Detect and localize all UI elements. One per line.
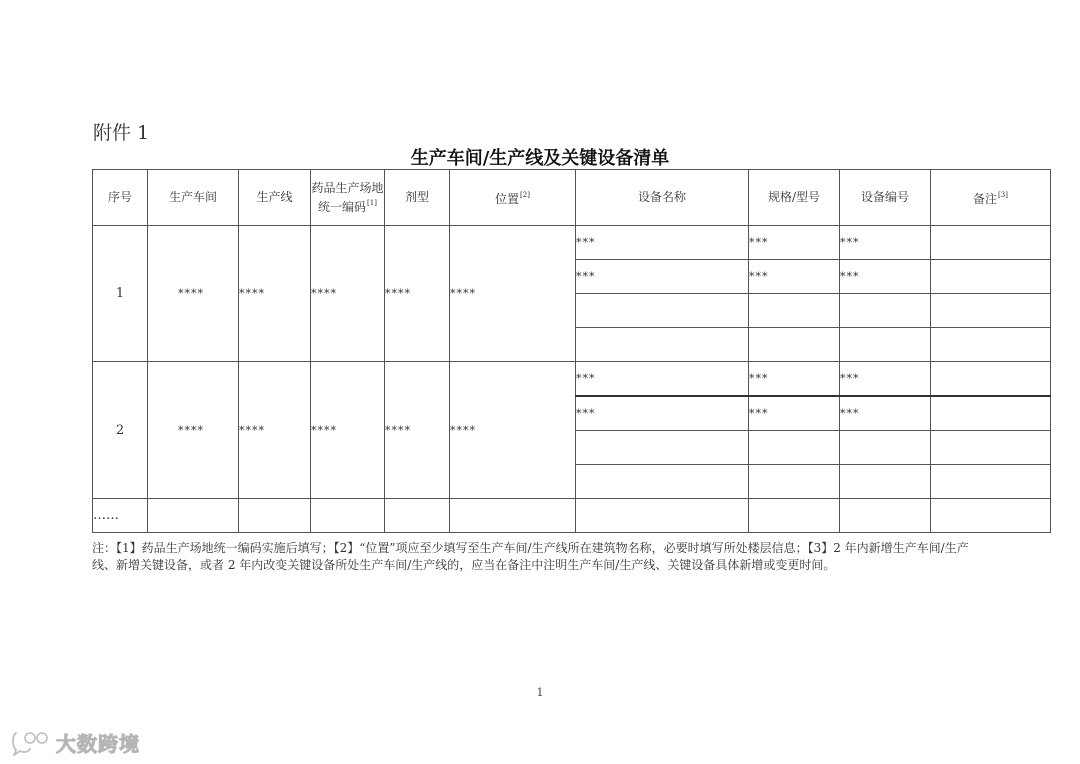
document-title: 生产车间/生产线及关键设备清单	[410, 148, 670, 169]
group-workshop: ****	[148, 362, 239, 499]
header-site-code-label: 药品生产场地统一编码	[311, 180, 384, 214]
equipment-name-cell	[576, 328, 749, 362]
table-header-row	[93, 170, 1051, 226]
page-number: 1	[536, 686, 544, 699]
header-remarks	[931, 170, 1051, 226]
watermark	[10, 728, 140, 757]
empty-cell	[576, 499, 749, 533]
empty-cell	[239, 499, 311, 533]
equipment-name-cell: ***	[576, 362, 749, 397]
spec-model-cell	[749, 294, 840, 328]
remarks-cell	[931, 431, 1051, 465]
spec-model-cell: ***	[749, 362, 840, 397]
equipment-name-cell: ***	[576, 226, 749, 260]
empty-cell	[840, 499, 931, 533]
table-row	[93, 226, 1051, 260]
header-line: 生产线	[239, 170, 311, 226]
chat-bubbles-logo-icon	[10, 730, 52, 756]
table-row	[93, 362, 1051, 397]
attachment-label: 附件 1	[93, 122, 150, 144]
ellipsis-cell: ……	[93, 499, 148, 533]
table-footnote: 注：【1】药品生产场地统一编码实施后填写；【2】“位置”项应至少填写至生产车间/生产线所在建筑物名称，必要时填写所处楼层信息；【3】2 年内新增生产车间/生产线、新增关键设备，或者 2 年内改变关键设备所处生产车间/生产线的，应当在备注中注明生产车间/生产线、关键设备具体新增或变更时间。	[92, 541, 969, 572]
equipment-no-cell: ***	[840, 362, 931, 397]
header-remarks-note: [3]	[998, 191, 1008, 199]
header-site-code-note: [1]	[367, 198, 377, 207]
equipment-no-cell	[840, 465, 931, 499]
spec-model-cell	[749, 328, 840, 362]
header-location-note: [2]	[520, 191, 530, 199]
header-location-label: 位置	[495, 192, 520, 206]
equipment-no-cell	[840, 294, 931, 328]
equipment-no-cell: ***	[840, 396, 931, 431]
header-equipment-name: 设备名称	[576, 170, 749, 226]
empty-cell	[450, 499, 576, 533]
group-location: ****	[450, 362, 576, 499]
header-spec-model: 规格/型号	[749, 170, 840, 226]
equipment-no-cell	[840, 328, 931, 362]
remarks-cell	[931, 396, 1051, 431]
spec-model-cell: ***	[749, 396, 840, 431]
header-location	[450, 170, 576, 226]
header-dosage-form: 剂型	[385, 170, 450, 226]
empty-cell	[385, 499, 450, 533]
equipment-no-cell	[840, 431, 931, 465]
header-remarks-label: 备注	[973, 192, 998, 206]
spec-model-cell	[749, 431, 840, 465]
header-workshop: 生产车间	[148, 170, 239, 226]
empty-cell	[148, 499, 239, 533]
remarks-cell	[931, 362, 1051, 397]
group-line: ****	[239, 226, 311, 362]
header-site-code	[311, 170, 385, 226]
group-location: ****	[450, 226, 576, 362]
remarks-cell	[931, 226, 1051, 260]
empty-cell	[931, 499, 1051, 533]
equipment-name-cell: ***	[576, 260, 749, 294]
group-dosage-form: ****	[385, 226, 450, 362]
spec-model-cell: ***	[749, 226, 840, 260]
equipment-no-cell: ***	[840, 226, 931, 260]
empty-cell	[749, 499, 840, 533]
group-site-code: ****	[311, 226, 385, 362]
group-index: 1	[93, 226, 148, 362]
header-index: 序号	[93, 170, 148, 226]
group-site-code: ****	[311, 362, 385, 499]
group-workshop: ****	[148, 226, 239, 362]
empty-cell	[311, 499, 385, 533]
table-row-ellipsis	[93, 499, 1051, 533]
group-line: ****	[239, 362, 311, 499]
group-dosage-form: ****	[385, 362, 450, 499]
equipment-no-cell: ***	[840, 260, 931, 294]
equipment-name-cell	[576, 294, 749, 328]
remarks-cell	[931, 260, 1051, 294]
spec-model-cell	[749, 465, 840, 499]
spec-model-cell: ***	[749, 260, 840, 294]
remarks-cell	[931, 328, 1051, 362]
equipment-name-cell: ***	[576, 396, 749, 431]
remarks-cell	[931, 294, 1051, 328]
watermark-text: 大数跨境	[56, 732, 140, 756]
equipment-name-cell	[576, 465, 749, 499]
remarks-cell	[931, 465, 1051, 499]
group-index: 2	[93, 362, 148, 499]
equipment-name-cell	[576, 431, 749, 465]
equipment-list-table	[92, 169, 1051, 533]
header-equipment-no: 设备编号	[840, 170, 931, 226]
